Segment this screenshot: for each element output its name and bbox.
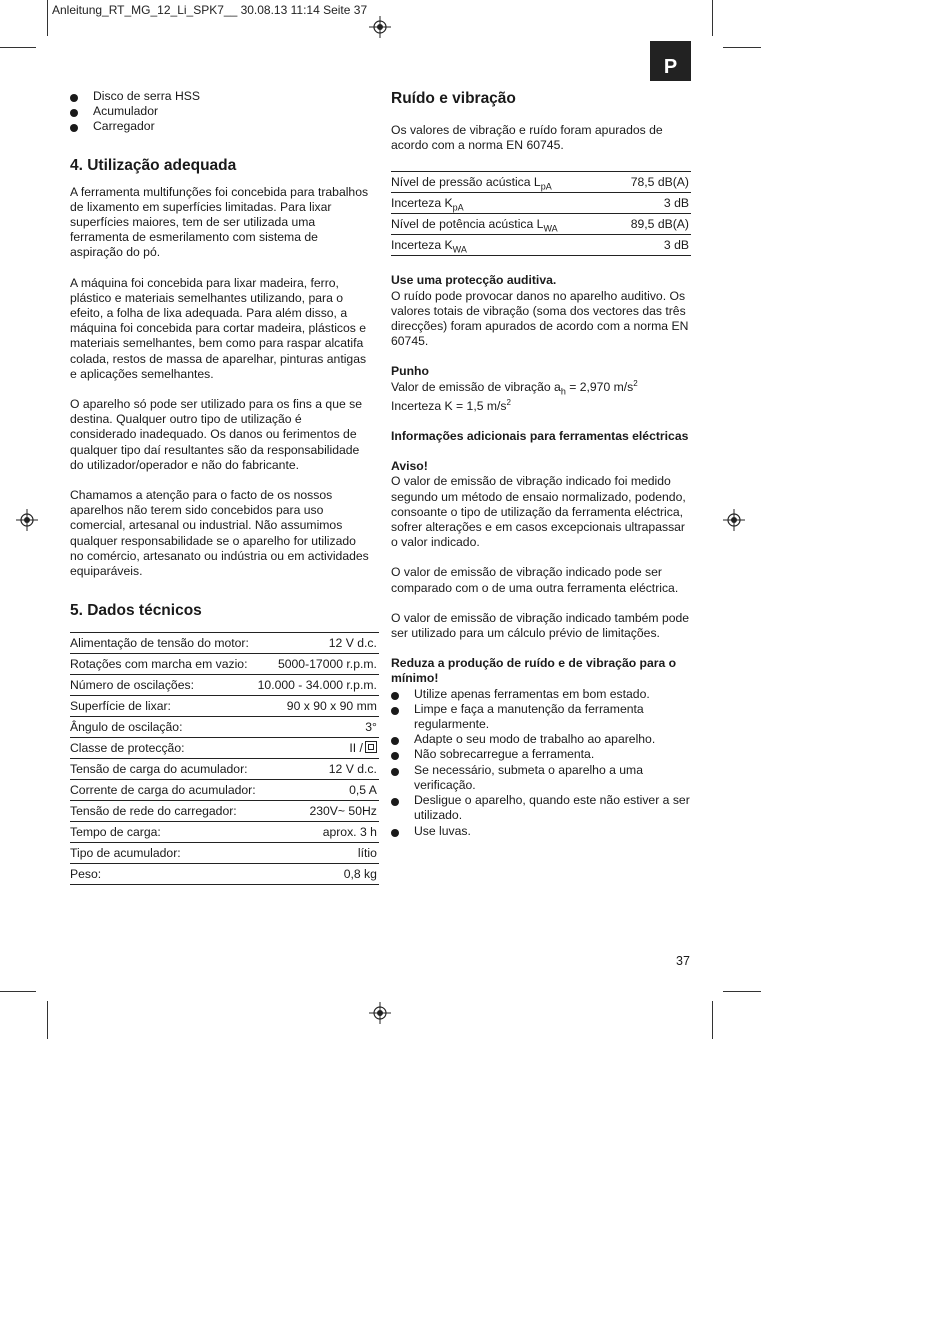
noise-label-text: Nível de potência acústica L [391, 217, 544, 232]
handle-sup: 2 [506, 397, 511, 407]
spec-label: Tensão de rede do carregador: [70, 801, 258, 822]
paragraph: O valor de emissão de vibração indicado pode ser comparado com o de uma outra ferramenta eléctrica. [391, 565, 679, 595]
page-number: 37 [676, 954, 690, 968]
paragraph: A ferramenta multifunções foi concebida para trabalhos de lixamento em superfícies limitadas. Para lixar superfícies maiores, tem de ser utilizada uma ferramenta de esmerilamento com sistema de aspiração do pó. [70, 184, 369, 260]
table-row [70, 654, 379, 675]
paragraph: O valor de emissão de vibração indicado também pode ser utilizado para um cálculo prévio de limitações. [391, 610, 690, 641]
table-row [70, 780, 379, 801]
paragraph: Os valores de vibração e ruído foram apurados de acordo com a norma EN 60745. [391, 123, 663, 153]
noise-value: 89,5 dB(A) [612, 214, 691, 235]
noise-value: 3 dB [612, 235, 691, 256]
crop-mark [712, 1001, 713, 1039]
table-row [70, 717, 379, 738]
spec-value: 3° [258, 717, 379, 738]
paragraph: O aparelho só pode ser utilizado para os fins a que se destina. Qualquer outro tipo de utilização é considerado inadequado. Os danos ou ferimentos de qualquer tipo daí resultantes são da responsabilidade do utilizador/operador e não do fabricante. [70, 397, 363, 472]
noise-label-text: Nível de pressão acústica L [391, 175, 541, 190]
section-heading: Ruído e vibração [391, 90, 516, 107]
spec-value: II / [349, 741, 363, 756]
table-row [391, 193, 691, 214]
section-heading: 5. Dados técnicos [70, 602, 202, 620]
spec-value: 0,8 kg [258, 864, 379, 885]
list-item: Se necessário, submeta o aparelho a uma verificação. [391, 763, 691, 793]
table-row [70, 801, 379, 822]
spec-label: Superfície de lixar: [70, 696, 258, 717]
spec-value: 12 V d.c. [258, 633, 379, 654]
noise-label [391, 214, 612, 235]
crop-mark [0, 47, 36, 48]
handle-sup: 2 [633, 378, 638, 388]
noise-value: 3 dB [612, 193, 691, 214]
registration-mark-icon [369, 16, 391, 38]
protection-class-icon [365, 741, 377, 753]
noise-label [391, 172, 612, 193]
list-item: Não sobrecarregue a ferramenta. [391, 747, 691, 762]
crop-mark [723, 991, 761, 992]
language-tab: P [650, 41, 691, 81]
spec-label: Alimentação de tensão do motor: [70, 633, 258, 654]
handle-uncertainty-line [391, 399, 691, 414]
noise-value: 78,5 dB(A) [612, 172, 691, 193]
noise-label [391, 193, 612, 214]
spec-label: Tempo de carga: [70, 822, 258, 843]
spec-value: 12 V d.c. [258, 759, 379, 780]
list-item: Disco de serra HSS [70, 89, 370, 104]
print-slug: Anleitung_RT_MG_12_Li_SPK7__ 30.08.13 11:14 Seite 37 [52, 3, 368, 17]
spec-label: Corrente de carga do acumulador: [70, 780, 258, 801]
spec-label: Ângulo de oscilação: [70, 717, 258, 738]
handle-text: = 2,970 m/s [565, 379, 634, 394]
handle-text: Incerteza K = 1,5 m/s [391, 398, 507, 413]
crop-mark [0, 991, 36, 992]
table-row [70, 759, 379, 780]
spec-label: Classe de protecção: [70, 738, 258, 759]
crop-mark [723, 47, 761, 48]
right-column [391, 89, 691, 839]
noise-label-sub: pA [452, 202, 464, 213]
list-item: Acumulador [70, 104, 370, 119]
crop-mark [47, 0, 48, 36]
table-row [391, 214, 691, 235]
spec-value: 230V~ 50Hz [258, 801, 379, 822]
registration-mark-icon [16, 509, 38, 531]
table-row [70, 633, 379, 654]
noise-table [391, 171, 691, 256]
spec-value: aprox. 3 h [258, 822, 379, 843]
spec-label: Rotações com marcha em vazio: [70, 654, 258, 675]
protection-title: Use uma protecção auditiva. [391, 273, 557, 288]
paragraph: Chamamos a atenção para o facto de os nossos aparelhos não terem sido concebidos para uso comercial, artesanal ou industrial. Não assumimos qualquer responsabilidade se o aparelho for utilizado no comércio, artesanato ou indústria ou em actividades equiparáveis. [70, 488, 369, 579]
spec-value-cell [258, 738, 379, 759]
crop-mark [712, 0, 713, 36]
handle-text: Valor de emissão de vibração a [391, 379, 561, 394]
list-item: Carregador [70, 119, 370, 134]
list-item: Adapte o seu modo de trabalho ao aparelho. [391, 732, 691, 747]
handle-title: Punho [391, 364, 429, 379]
table-row [70, 675, 379, 696]
paragraph: O ruído pode provocar danos no aparelho auditivo. Os valores totais de vibração (soma dos vectores das três direcções) foram apurados de acordo com a norma EN 60745. [391, 288, 689, 349]
noise-label-sub: pA [540, 181, 552, 192]
table-row [70, 843, 379, 864]
registration-mark-icon [723, 509, 745, 531]
handle-sub: h [560, 386, 566, 397]
table-row [70, 738, 379, 759]
warning-title: Aviso! [391, 459, 428, 474]
noise-label [391, 235, 612, 256]
left-column [70, 89, 377, 885]
tech-data-table [70, 632, 379, 885]
spec-value: 0,5 A [258, 780, 379, 801]
spec-label: Número de oscilações: [70, 675, 258, 696]
crop-mark [47, 1001, 48, 1039]
noise-label-text: Incerteza K [391, 238, 453, 253]
handle-vibration-line [391, 380, 691, 395]
registration-mark-icon [369, 1002, 391, 1024]
spec-label: Tipo de acumulador: [70, 843, 258, 864]
noise-label-sub: WA [452, 244, 467, 255]
spec-label: Peso: [70, 864, 258, 885]
list-item: Desligue o aparelho, quando este não estiver a ser utilizado. [391, 793, 691, 823]
parts-list [70, 89, 370, 135]
table-row [70, 696, 379, 717]
spec-label: Tensão de carga do acumulador: [70, 759, 258, 780]
list-item: Limpe e faça a manutenção da ferramenta regularmente. [391, 702, 691, 732]
noise-label-sub: WA [543, 223, 558, 234]
reduce-list [391, 687, 691, 839]
extra-info-title: Informações adicionais para ferramentas eléctricas [391, 429, 689, 444]
paragraph: O valor de emissão de vibração indicado foi medido segundo um método de ensaio normalizado, podendo, consoante o tipo de utilização da ferramenta eléctrica, sofrer alterações e em casos excepcionais ultrapassar o valor indicado. [391, 474, 686, 550]
spec-value: 10.000 - 34.000 r.p.m. [258, 675, 379, 696]
section-heading: 4. Utilização adequada [70, 156, 237, 174]
table-row [391, 172, 691, 193]
noise-label-text: Incerteza K [391, 196, 453, 211]
spec-value: 90 x 90 x 90 mm [258, 696, 379, 717]
table-row [391, 235, 691, 256]
spec-value: 5000-17000 r.p.m. [258, 654, 379, 675]
spec-value: lítio [258, 843, 379, 864]
reduce-title: Reduza a produção de ruído e de vibração para o mínimo! [391, 656, 677, 686]
table-row [70, 864, 379, 885]
list-item: Utilize apenas ferramentas em bom estado. [391, 687, 691, 702]
table-row [70, 822, 379, 843]
paragraph: A máquina foi concebida para lixar madeira, ferro, plástico e materiais semelhantes utilizando, para o efeito, a folha de lixa adequada. Para além disso, a máquina foi concebida para cortar madeira, plásticos e materiais semelhantes, bem como para raspar alcatifa colada, restos de massa de aparelhar, pinturas antigas e aplicações semelhantes. [70, 275, 367, 381]
list-item: Use luvas. [391, 824, 691, 839]
